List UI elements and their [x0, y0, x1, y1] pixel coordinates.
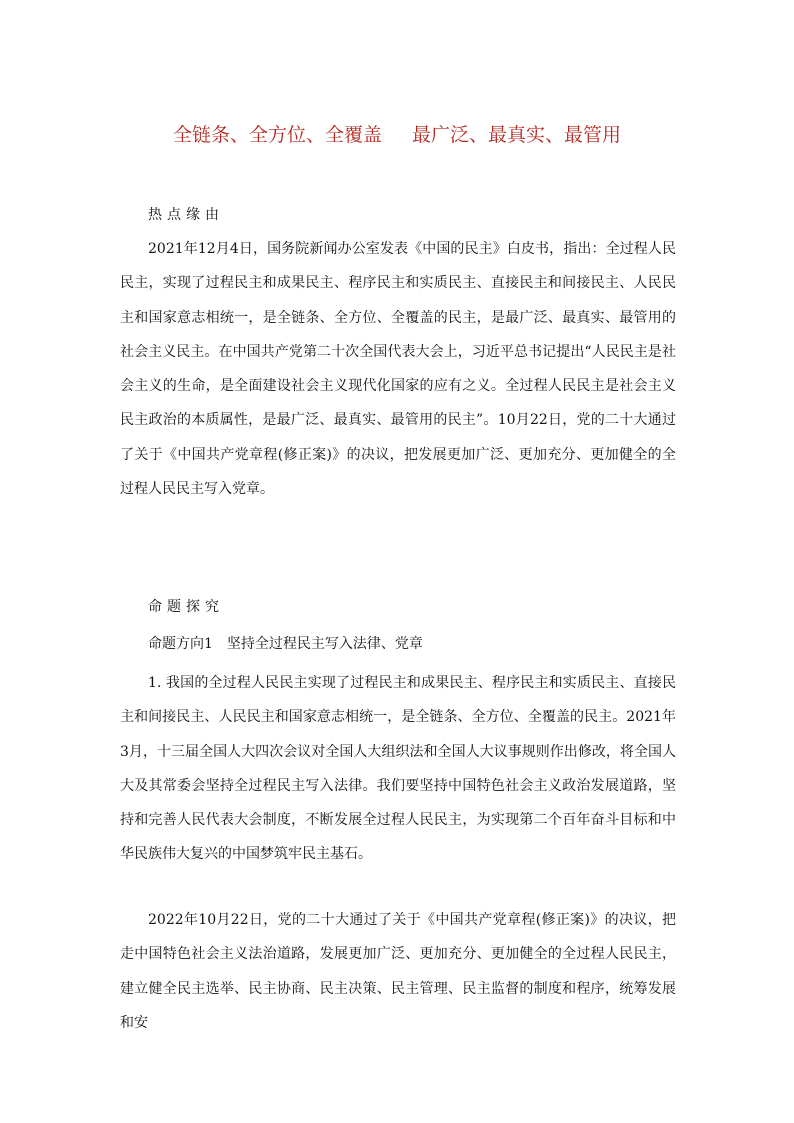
- topic-direction-label: 命题方向1: [148, 636, 213, 652]
- section-heading-topic: 命题探究: [148, 599, 224, 615]
- title-part-1: 全链条、全方位、全覆盖: [172, 124, 382, 146]
- page-title: [0, 122, 794, 148]
- title-part-2: 最广泛、最真实、最管用: [412, 124, 622, 146]
- paragraph-hot-reason: 2021年12月4日，国务院新闻办公室发表《中国的民主》白皮书，指出：全过程人民民主，实现了过程民主和成果民主、程序民主和实质民主、直接民主和间接民主、人民民主和国家意志相统一，是全链条、全方位、全覆盖的民主，是最广泛、最真实、最管用的社会主义民主。在中国共产党第二十次全国代表大会上，习近平总书记提出“人民民主是社会主义的生命，是全面建设社会主义现代化国家的应有之义。全过程人民民主是社会主义民主政治的本质属性，是最广泛、最真实、最管用的民主”。10月22日，党的二十大通过了关于《中国共产党章程(修正案)》的决议，把发展更加广泛、更加充分、更加健全的全过程人民民主写入党章。: [120, 241, 676, 498]
- section-heading-hot: 热点缘由: [148, 207, 224, 223]
- paragraph-topic-1: 1. 我国的全过程人民民主实现了过程民主和成果民主、程序民主和实质民主、直接民主和间接民主、人民民主和国家意志相统一，是全链条、全方位、全覆盖的民主。2021年3月，十三届全国人大四次会议对全国人大组织法和全国人大议事规则作出修改，将全国人大及其常委会坚持全过程民主写入法律。我们要坚持中国特色社会主义政治发展道路，坚持和完善人民代表大会制度，不断发展全过程人民民主，为实现第二个百年奋斗目标和中华民族伟大复兴的中国梦筑牢民主基石。: [120, 675, 676, 863]
- paragraph-topic-2: 2022年10月22日，党的二十大通过了关于《中国共产党章程(修正案)》的决议，把走中国特色社会主义法治道路，发展更加广泛、更加充分、更加健全的全过程人民民主，建立健全民主选举、民主协商、民主决策、民主管理、民主监督的制度和程序，统筹发展和安: [120, 912, 676, 1031]
- topic-direction: [148, 634, 423, 654]
- topic-direction-title: 坚持全过程民主写入法律、党章: [226, 636, 423, 652]
